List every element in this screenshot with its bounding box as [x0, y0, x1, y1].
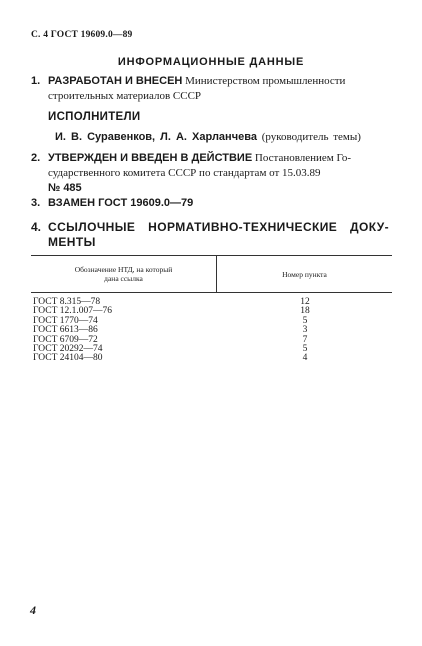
- item-heading-word: ССЫЛОЧНЫЕ: [48, 220, 136, 234]
- executors-heading: ИСПОЛНИТЕЛИ: [48, 111, 141, 123]
- section-title: ИНФОРМАЦИОННЫЕ ДАННЫЕ: [117, 56, 305, 68]
- item-heading-word: МЕНТЫ: [48, 235, 96, 249]
- executors-line: [55, 131, 361, 143]
- page-number: 4: [30, 603, 36, 617]
- cell-document: ГОСТ 8.315—78: [33, 297, 101, 307]
- table-row: [31, 354, 392, 363]
- item-number: 1.: [31, 75, 41, 87]
- item-heading-word: ДОКУ-: [350, 220, 389, 234]
- item-heading-word: НОРМАТИВНО-ТЕХНИЧЕСКИЕ: [148, 220, 338, 234]
- item-number: 2.: [31, 152, 41, 164]
- item-text: Постановлением Го-: [254, 152, 352, 164]
- cell-document: ГОСТ 1770—74: [33, 315, 98, 326]
- cell-point: 18: [300, 306, 310, 317]
- item-heading: ВЗАМЕН ГОСТ 19609.0—79: [48, 197, 194, 209]
- cell-point: 4: [302, 353, 308, 364]
- item-number: 4.: [31, 220, 42, 234]
- cell-point: 12: [300, 297, 310, 307]
- item-replaces: [31, 196, 389, 211]
- table-body: [31, 298, 392, 364]
- cell-point: 5: [302, 344, 308, 355]
- cell-document: ГОСТ 6613—86: [33, 325, 98, 336]
- column-header-line: Обозначение НТД, на который: [74, 265, 173, 274]
- item-references: [31, 220, 389, 250]
- item-text-continued: сударственного комитета СССР по стандартам от 15.03.89: [48, 167, 321, 179]
- item-heading: УТВЕРЖДЕН И ВВЕДЕН В ДЕЙСТВИЕ: [48, 152, 253, 164]
- references-table: [31, 255, 392, 364]
- cell-document: ГОСТ 6709—72: [33, 334, 98, 345]
- cell-document: ГОСТ 24104—80: [33, 353, 103, 364]
- cell-document: ГОСТ 20292—74: [33, 344, 103, 355]
- column-header-line: дана ссылка: [104, 274, 143, 283]
- item-heading: РАЗРАБОТАН И ВНЕСЕН: [48, 75, 183, 87]
- item-number: 3.: [31, 197, 41, 209]
- cell-document: ГОСТ 12.1.007—76: [33, 306, 112, 317]
- cell-point: 7: [302, 334, 308, 345]
- column-header-document: [31, 256, 217, 292]
- column-header-point: Номер пункта: [282, 269, 327, 279]
- executor-names: И. В. Суравенков, Л. А. Харланчева: [55, 131, 257, 143]
- item-text-continued: строительных материалов СССР: [48, 90, 202, 102]
- table-header: [31, 255, 392, 293]
- page-header: С. 4 ГОСТ 19609.0—89: [31, 30, 133, 40]
- executor-role: (руководитель темы): [261, 131, 361, 143]
- item-developed: [31, 74, 389, 104]
- item-decree-number: № 485: [48, 182, 82, 194]
- item-text: Министерством промышленности: [185, 75, 346, 87]
- cell-point: 3: [302, 325, 308, 336]
- item-approved: [31, 151, 389, 196]
- cell-point: 5: [302, 315, 308, 326]
